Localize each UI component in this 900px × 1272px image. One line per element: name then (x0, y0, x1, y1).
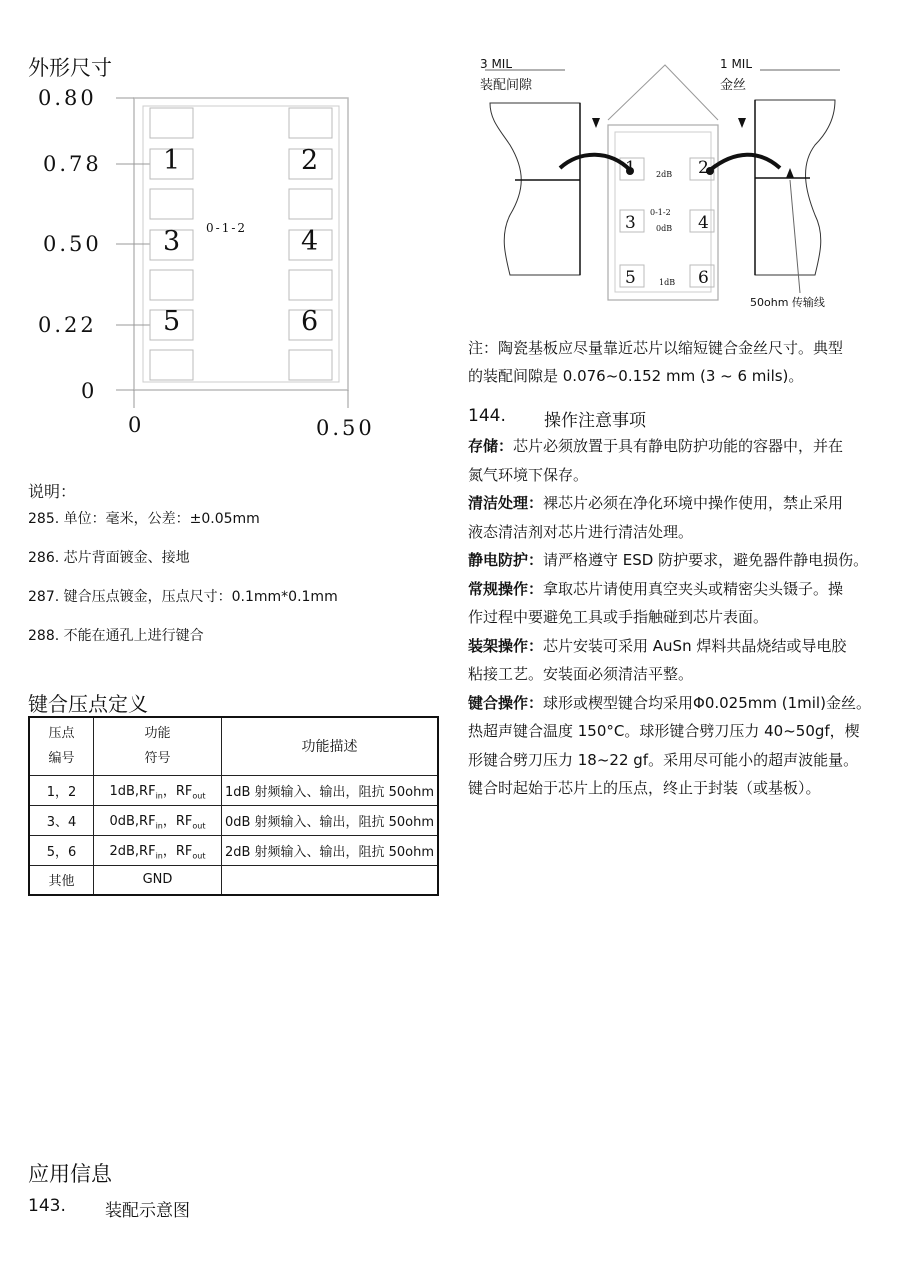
dim-label-y-050: 0.50 (43, 232, 102, 256)
handling-bonding: 键合操作：球形或楔型键合均采用Φ0.025mm (1mil)金丝。 (468, 693, 871, 712)
assembly-note-line2: 的装配间隙是 0.076~0.152 mm (3 ~ 6 mils)。 (468, 367, 804, 385)
cell-pads: 1，2 (29, 775, 94, 805)
dim-label-x-050: 0.50 (316, 416, 375, 440)
assy-chip-label-2db: 2dB (656, 170, 673, 179)
cell-symbol: $1dB,RF_{in}$，$RF_{out}$ (94, 775, 222, 805)
pad-table-header-row (29, 717, 438, 775)
pad-number-1: 1 (163, 145, 181, 176)
assy-chip-label-012: 0-1-2 (650, 208, 671, 217)
handling-number: 144. (468, 406, 506, 426)
assembly-note-line1: 注：陶瓷基板应尽量靠近芯片以缩短键合金丝尺寸。典型 (468, 339, 844, 357)
assy-pad-5: 5 (625, 268, 636, 288)
handling-general: 常规操作：拿取芯片请使用真空夹头或精密尖头镊子。操 (468, 579, 844, 598)
handling-esd: 静电防护：请严格遵守 ESD 防护要求，避免器件静电损伤。 (468, 551, 869, 569)
pad-number-3: 3 (163, 226, 181, 257)
assy-chip-label-1db: 1dB (659, 278, 676, 287)
cell-description: 0dB 射频输入、输出，阻抗 50ohm (222, 805, 439, 835)
application-title: 应用信息 (28, 1162, 112, 1186)
pad-number-6: 6 (301, 306, 319, 337)
notes-title: 说明： (28, 482, 77, 501)
application-number: 143. (28, 1196, 66, 1216)
cell-pads: 5，6 (29, 835, 94, 865)
note-item-286: 286. 芯片背面镀金、接地 (28, 550, 190, 566)
header-pad-number: 压点 编号 (29, 717, 94, 775)
application-subtitle: 装配示意图 (105, 1201, 190, 1221)
handling-storage: 存储：芯片必须放置于具有静电防护功能的容器中，并在 (468, 437, 844, 455)
dim-label-x-0: 0 (128, 413, 145, 437)
cell-symbol: $2dB,RF_{in}$，$RF_{out}$ (94, 835, 222, 865)
cell-pads: 其他 (29, 865, 94, 895)
dim-label-y-0: 0 (81, 379, 98, 403)
label-assembly-gap: 装配间隙 (480, 78, 533, 93)
table-row (29, 865, 438, 895)
assy-pad-1: 1 (625, 158, 636, 178)
assy-pad-6: 6 (698, 268, 709, 288)
label-gold-wire: 金丝 (720, 78, 747, 93)
label-1mil: 1 MIL (720, 57, 753, 71)
note-item-285: 285. 单位：毫米，公差：±0.05mm (28, 511, 260, 527)
assy-pad-4: 4 (698, 213, 709, 233)
cell-symbol: GND (94, 865, 222, 895)
table-row (29, 805, 438, 835)
table-row (29, 775, 438, 805)
pad-definition-table (28, 716, 439, 896)
handling-body: 存储：芯片必须放置于具有静电防护功能的容器中，并在 氮气环境下保存。 清洁处理：裸芯片必须在净化环境中操作使用，禁止采用 液态清洁剂对芯片进行清洁处理。 静电防护：请严格遵守 ESD 防护要求，避免器件静电损伤。 常规操作：拿取芯片请使用真空夹头或精密尖头镊子。操 作过程中要避免工具或手指触碰到芯片表面。 装架操作：芯片安装可采用 AuSn 焊料共晶烧结或导电胶 粘接工艺。安装面必须清洁平整。 键合操作：球形或楔型键合均采用Φ0.025mm (1mil)金丝。 热超声键合温度 150°C。球形键合劈刀压力 40~50gf，楔 形键合劈刀压力 18~22 gf。采用尽可能小的超声波能量。 键合时起始于芯片上的压点，终止于封装（或基板）。 (468, 432, 888, 803)
header-function-description: 功能描述 (222, 717, 439, 775)
dim-label-y-080: 0.80 (38, 86, 97, 110)
dim-label-y-078: 0.78 (43, 152, 102, 176)
pad-table-title: 键合压点定义 (28, 692, 148, 716)
table-row (29, 835, 438, 865)
dim-label-y-022: 0.22 (38, 313, 97, 337)
assy-pad-3: 3 (625, 213, 636, 233)
cell-pads: 3、4 (29, 805, 94, 835)
pad-number-4: 4 (301, 226, 319, 257)
assy-pad-2: 2 (698, 158, 709, 178)
label-transmission-line: 50ohm 传输线 (750, 296, 825, 309)
cell-description: 1dB 射频输入、输出，阻抗 50ohm (222, 775, 439, 805)
label-3mil: 3 MIL (480, 57, 513, 71)
cell-symbol: $0dB,RF_{in}$，$RF_{out}$ (94, 805, 222, 835)
handling-mounting: 装架操作：芯片安装可采用 AuSn 焊料共晶烧结或导电胶 (468, 636, 847, 655)
handling-title: 操作注意事项 (544, 411, 646, 431)
note-item-288: 288. 不能在通孔上进行键合 (28, 628, 204, 644)
cell-description (222, 865, 439, 895)
outline-drawing (0, 80, 450, 450)
handling-cleaning: 清洁处理：裸芯片必须在净化环境中操作使用，禁止采用 (468, 494, 844, 512)
assy-chip-label-0db: 0dB (656, 224, 673, 233)
cell-description: 2dB 射频输入、输出，阻抗 50ohm (222, 835, 439, 865)
pad-number-5: 5 (163, 306, 181, 337)
pad-number-2: 2 (301, 145, 319, 176)
chip-center-label: 0-1-2 (206, 221, 248, 235)
header-function-symbol: 功能 符号 (94, 717, 222, 775)
note-item-287: 287. 键合压点镀金，压点尺寸：0.1mm*0.1mm (28, 589, 338, 605)
outline-title: 外形尺寸 (28, 56, 112, 80)
